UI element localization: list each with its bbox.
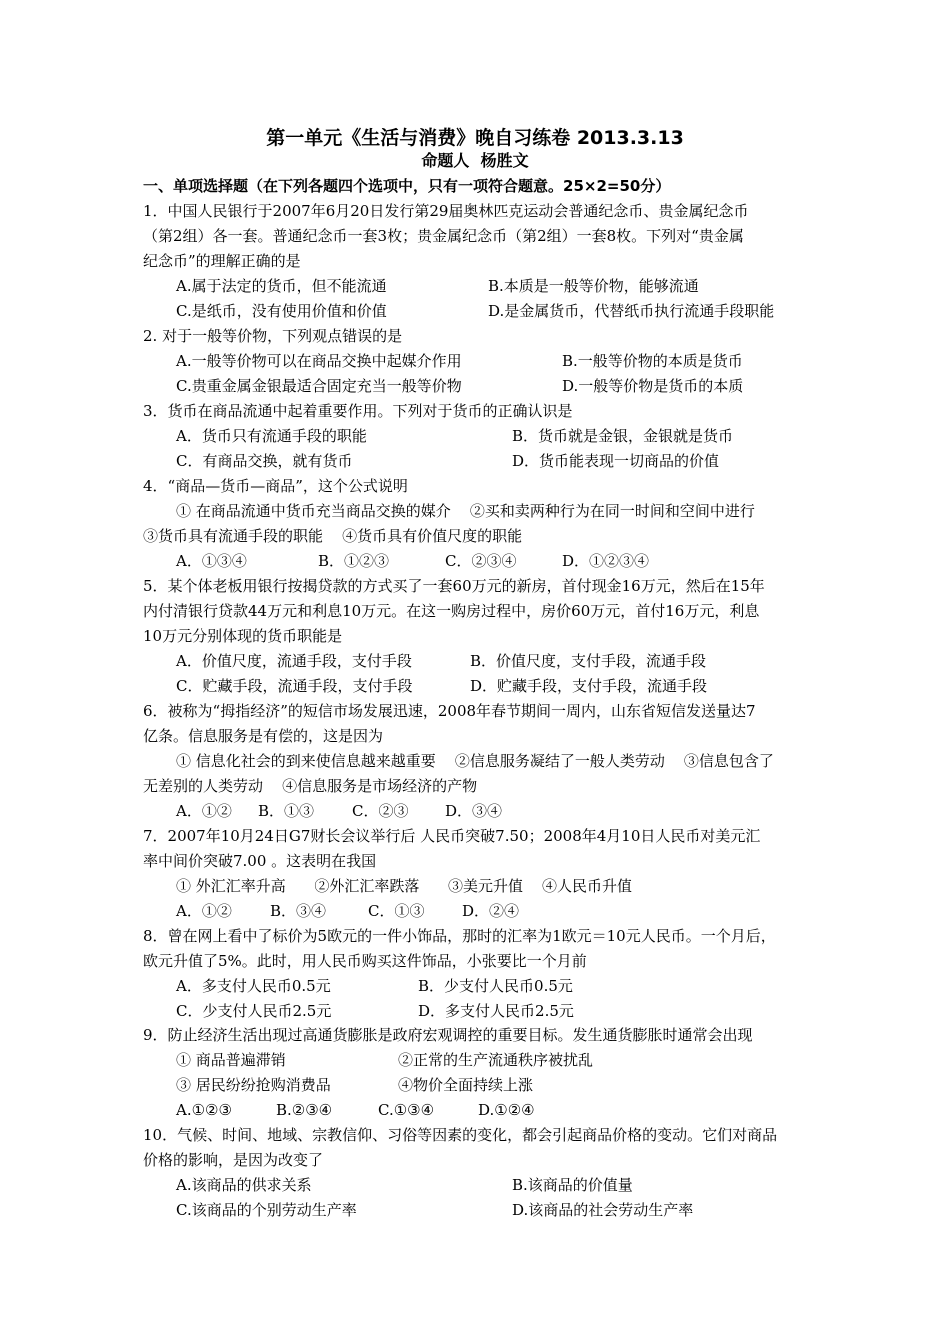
question-stem-line: 内付清银行贷款44万元和利息10万元。在这一购房过程中，房价60万元，首付16万元，利息: [143, 602, 760, 620]
option-d: D．②④: [462, 902, 520, 920]
question-stem-line: 10万元分别体现的货币职能是: [143, 627, 343, 645]
option-a: A.属于法定的货币，但不能流通: [176, 277, 387, 295]
statement-item: ④物价全面持续上涨: [398, 1076, 534, 1094]
option-b: B．①②③: [318, 552, 390, 570]
question-stem-line: 2. 对于一般等价物，下列观点错误的是: [143, 327, 403, 345]
question-stem-line: 5．某个体老板用银行按揭贷款的方式买了一套60万元的新房，首付现金16万元，然后在15年: [143, 577, 765, 595]
option-d: D．③④: [445, 802, 503, 820]
statement-item: ③ 居民纷纷抢购消费品: [176, 1076, 331, 1094]
statement-line: 无差别的人类劳动 ④信息服务是市场经济的产物: [143, 777, 478, 795]
question-stem-line: 亿条。信息服务是有偿的，这是因为: [143, 727, 384, 745]
option-d: D．货币能表现一切商品的价值: [512, 452, 720, 470]
option-d: D.①②④: [478, 1101, 535, 1119]
option-c: C．①③: [368, 902, 425, 920]
statement-line: ① 信息化社会的到来使信息越来越重要 ②信息服务凝结了一般人类劳动 ③信息包含了: [176, 752, 774, 770]
option-b: B．少支付人民币0.5元: [418, 977, 573, 995]
option-d: D.该商品的社会劳动生产率: [512, 1201, 694, 1219]
option-c: C.贵重金属金银最适合固定充当一般等价物: [176, 377, 462, 395]
question-stem-line: 率中间价突破7.00 。这表明在我国: [143, 852, 377, 870]
option-a: A.①②③: [176, 1101, 232, 1119]
option-d: D．①②③④: [562, 552, 650, 570]
option-b: B.该商品的价值量: [512, 1176, 633, 1194]
question-stem-line: 1．中国人民银行于2007年6月20日发行第29届奥林匹克运动会普通纪念币、贵金属纪念币: [143, 202, 749, 220]
statement-item: ① 商品普遍滞销: [176, 1051, 286, 1069]
option-c: C．有商品交换，就有货币: [176, 452, 353, 470]
document-title: 第一单元《生活与消费》晚自习练卷 2013.3.13: [266, 127, 684, 149]
question-stem-line: 6．被称为“拇指经济”的短信市场发展迅速，2008年春节期间一周内，山东省短信发送量达7: [143, 702, 756, 720]
question-stem-line: 纪念币”的理解正确的是: [143, 252, 301, 270]
option-a: A.一般等价物可以在商品交换中起媒介作用: [176, 352, 462, 370]
question-stem-line: 3．货币在商品流通中起着重要作用。下列对于货币的正确认识是: [143, 402, 573, 420]
question-stem-line: 10．气候、时间、地域、宗教信仰、习俗等因素的变化，都会引起商品价格的变动。它们对商品: [143, 1126, 778, 1144]
option-b: B．货币就是金银，金银就是货币: [512, 427, 734, 445]
statement-line: ① 外汇汇率升高 ②外汇汇率跌落 ③美元升值 ④人民币升值: [176, 877, 633, 895]
option-d: D.一般等价物是货币的本质: [562, 377, 744, 395]
option-c: C.该商品的个别劳动生产率: [176, 1201, 357, 1219]
question-stem-line: 价格的影响，是因为改变了: [143, 1151, 324, 1169]
option-a: A．①③④: [176, 552, 247, 570]
option-c: C.①③④: [378, 1101, 435, 1119]
option-a: A．多支付人民币0.5元: [176, 977, 331, 995]
option-a: A．①②: [176, 802, 232, 820]
question-stem-line: 9．防止经济生活出现过高通货膨胀是政府宏观调控的重要目标。发生通货膨胀时通常会出现: [143, 1026, 753, 1044]
option-b: B．价值尺度，支付手段，流通手段: [470, 652, 707, 670]
option-a: A．价值尺度，流通手段，支付手段: [176, 652, 412, 670]
statement-line: ① 在商品流通中货币充当商品交换的媒介 ②买和卖两种行为在同一时间和空间中进行: [176, 502, 755, 520]
option-a: A．①②: [176, 902, 232, 920]
option-b: B．③④: [270, 902, 327, 920]
option-b: B.本质是一般等价物，能够流通: [488, 277, 699, 295]
statement-item: ②正常的生产流通秩序被扰乱: [398, 1051, 594, 1069]
section-heading: 一、单项选择题（在下列各题四个选项中，只有一项符合题意。25×2=50分）: [143, 177, 671, 195]
statement-line: ③货币具有流通手段的职能 ④货币具有价值尺度的职能: [143, 527, 523, 545]
question-stem-line: （第2组）各一套。普通纪念币一套3枚；贵金属纪念币（第2组）一套8枚。下列对“贵金属: [143, 227, 744, 245]
option-d: D．多支付人民币2.5元: [418, 1002, 574, 1020]
question-stem-line: 7．2007年10月24日G7财长会议举行后 人民币突破7.50；2008年4月10日人民币对美元汇: [143, 827, 761, 845]
option-b: B.②③④: [276, 1101, 333, 1119]
option-c: C．贮藏手段，流通手段，支付手段: [176, 677, 413, 695]
option-a: A.该商品的供求关系: [176, 1176, 312, 1194]
question-stem-line: 4．“商品—货币—商品”，这个公式说明: [143, 477, 408, 495]
option-c: C．②③④: [445, 552, 517, 570]
option-c: C．②③: [352, 802, 409, 820]
option-c: C．少支付人民币2.5元: [176, 1002, 332, 1020]
question-stem-line: 欧元升值了5%。此时，用人民币购买这件饰品，小张要比一个月前: [143, 952, 587, 970]
option-c: C.是纸币，没有使用价值和价值: [176, 302, 387, 320]
question-stem-line: 8．曾在网上看中了标价为5欧元的一件小饰品，那时的汇率为1欧元＝10元人民币。一个月后，: [143, 927, 776, 945]
option-d: D．贮藏手段，支付手段，流通手段: [470, 677, 708, 695]
document-author: 命题人 杨胜文: [421, 151, 529, 170]
option-d: D.是金属货币，代替纸币执行流通手段职能: [488, 302, 775, 320]
option-a: A．货币只有流通手段的职能: [176, 427, 367, 445]
option-b: B.一般等价物的本质是货币: [562, 352, 743, 370]
option-b: B．①③: [258, 802, 315, 820]
